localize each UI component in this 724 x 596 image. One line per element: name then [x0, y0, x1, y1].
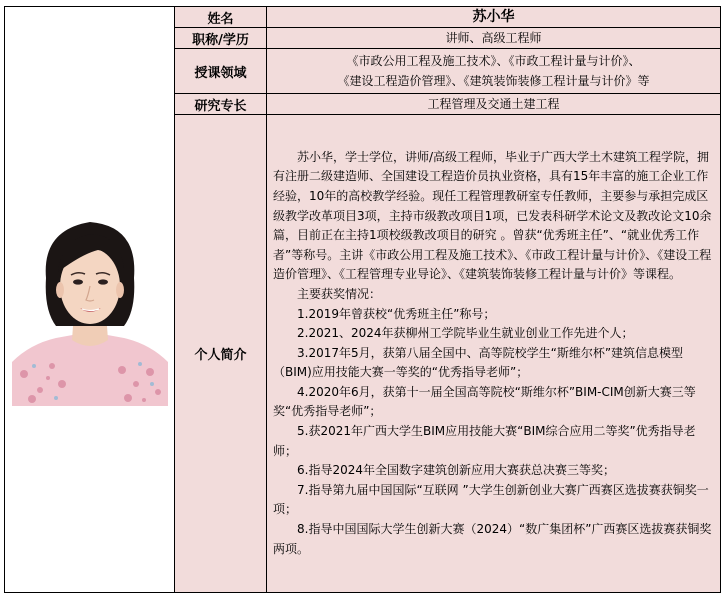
courses-line-2: 《建设工程造价管理》、《建筑装饰装修工程计量与计价》等 [337, 74, 650, 88]
award-item: 8.指导中国国际大学生创新大赛（2024）“数广集团杯”广西赛区选拔赛获铜奖两项。 [273, 522, 712, 556]
award-item: 5.获2021年广西大学生BIM应用技能大赛“BIM综合应用二等奖”优秀指导老师； [273, 424, 696, 458]
awards-heading: 主要获奖情况： [297, 286, 382, 301]
title-label: 职称/学历 [175, 28, 267, 49]
bio-label: 个人简介 [175, 115, 267, 593]
teacher-profile-table [4, 6, 721, 593]
research-value: 工程管理及交通土建工程 [267, 94, 721, 115]
photo-cell [5, 7, 175, 593]
award-item: 3.2017年5月，获第八届全国中、高等院校学生“斯维尔杯”建筑信息模型（BIM)应用技能大赛一等奖的“优秀指导老师”； [273, 345, 684, 380]
courses-value [267, 49, 721, 94]
award-item: 2.2021、2024年获柳州工学院毕业生就业创业工作先进个人； [297, 326, 634, 341]
bio-text [267, 146, 720, 561]
name-label: 姓名 [175, 7, 267, 28]
title-value: 讲师、高级工程师 [267, 28, 721, 49]
award-item: 7.指导第九届中国国际“互联网 ”大学生创新创业大赛广西赛区选拔赛获铜奖一项； [273, 482, 709, 517]
award-item: 1.2019年曾获校“优秀班主任”称号； [297, 306, 496, 321]
bio-value [267, 115, 721, 593]
award-item: 4.2020年6月，获第十一届全国高等院校“斯维尔杯”BIM-CIM创新大赛三等奖“优秀指导老师”； [273, 384, 696, 419]
award-item: 6.指导2024年全国数字建筑创新应用大赛获总决赛三等奖； [297, 463, 615, 478]
research-label: 研究专长 [175, 94, 267, 115]
courses-label: 授课领域 [175, 49, 267, 94]
name-row [5, 7, 721, 28]
name-value: 苏小华 [267, 7, 721, 28]
bio-intro: 苏小华，学士学位，讲师/高级工程师，毕业于广西大学土木建筑工程学院，拥有注册二级建造师、全国建设工程造价员执业资格，具有15年丰富的施工企业工作经验，10年的高校教学经验。现任工程管理教研室专任教师，主要参与承担完成区级教学改革项目3项，主持市级教改项目1项，已发表科研学术论文及教改论文10余篇，目前正在主持1项校级教改项目的研究 。曾获“优秀班主任”、“就业优秀工作者”等称号。主讲《市政公用工程及施工技术》、《市政工程计量与计价》、《建设工程造价管理》、《工程管理专业导论》、《建筑装饰装修工程计量与计价》等课程。 [273, 149, 712, 282]
portrait-photo [12, 194, 168, 406]
courses-line-1: 《市政公用工程及施工技术》、《市政工程计量与计价》、 [346, 54, 641, 68]
